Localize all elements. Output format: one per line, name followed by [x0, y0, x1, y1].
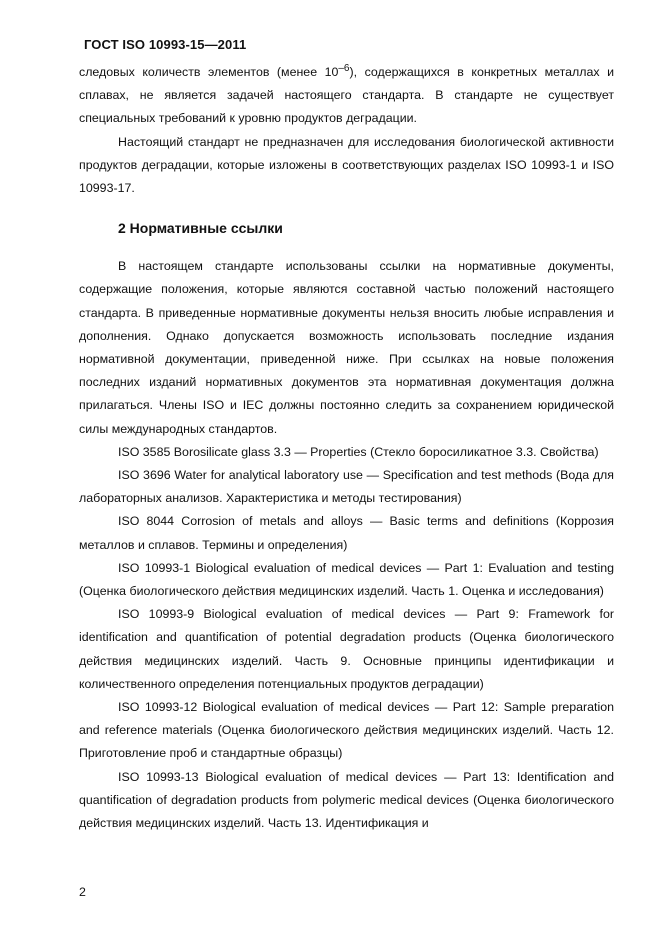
reference-iso-3585: ISO 3585 Borosilicate glass 3.3 — Properties (Стекло боросиликатное 3.3. Свойства) [118, 444, 599, 459]
paragraph-trace-text-start: следовых количеств элементов (менее 10 [79, 65, 339, 79]
paragraph-scope-note: Настоящий стандарт не предназначен для исследования биологической активности продуктов деградации, которые изложены в соответствующих разделах ISO 10993-1 и ISO 10993-17. [79, 134, 614, 196]
paragraph-normative-intro: В настоящем стандарте использованы ссылки на нормативные документы, содержащие положения, которые являются составной частью положений настоящего стандарта. В приведенные нормативные документы нельзя вносить любые исправления и дополнения. Однако допускается возможность использовать последние издания нормативной документации, приведенной ниже. При ссылках на новые положения последних изданий нормативных документов эта нормативная документация должна прилагаться. Члены ISO и IEC должны постоянно следить за сохранением юридической силы международных стандартов. [79, 259, 614, 436]
reference-iso-10993-12: ISO 10993-12 Biological evaluation of medical devices — Part 12: Sample preparation and reference materials (Оценка биологического действия медицинских изделий. Часть 12. Приготовление проб и стандартные образцы) [79, 700, 614, 761]
reference-iso-10993-13: ISO 10993-13 Biological evaluation of medical devices — Part 13: Identification and quantification of degradation products from polymeric medical devices (Оценка биологического действия медицинских изделий. Часть 13. Идентификация и [79, 769, 614, 831]
exponent: –6 [338, 63, 350, 74]
reference-iso-10993-9: ISO 10993-9 Biological evaluation of medical devices — Part 9: Framework for identification and quantification of potential degradation products (Оценка биологического действия медицинских изделий. Часть 9. Основные принципы идентификации и количественного определения потенциальных продуктов деградации) [79, 607, 614, 691]
page-number: 2 [79, 885, 86, 899]
document-body [79, 61, 614, 835]
paragraph-trace-elements [79, 61, 614, 131]
reference-iso-3696: ISO 3696 Water for analytical laboratory use — Specification and test methods (Вода для лабораторных анализов. Характеристика и методы тестирования) [79, 468, 614, 506]
reference-iso-8044: ISO 8044 Corrosion of metals and alloys — Basic terms and definitions (Коррозия металлов и сплавов. Термины и определения) [79, 514, 614, 552]
paragraph-trace-text-end: ), содержащихся в конкретных металлах и сплавах, не является задачей настоящего стандарта. В стандарте не существует специальных требований к уровню продуктов деградации. [79, 65, 614, 126]
section-heading: 2 Нормативные ссылки [118, 220, 283, 237]
reference-iso-10993-1: ISO 10993-1 Biological evaluation of medical devices — Part 1: Evaluation and testing (Оценка биологического действия медицинских изделий. Часть 1. Оценка и исследования) [79, 560, 614, 599]
document-header: ГОСТ ISO 10993-15—2011 [84, 37, 247, 52]
